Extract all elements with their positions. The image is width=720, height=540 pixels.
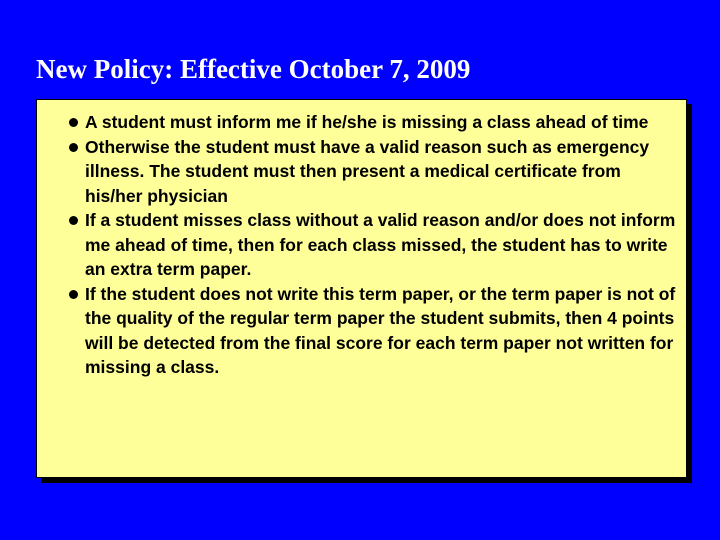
policy-bullet-text: Otherwise the student must have a valid reason such as emergency illness. The student must then present a medical certificate from his/her physician <box>85 136 650 206</box>
bullet-icon <box>69 143 78 152</box>
policy-bullet-text: If the student does not write this term paper, or the term paper is not of the quality of the regular term paper the student submits, then 4 points will be detected from the final score for each term paper not written for missing a class. <box>85 283 676 377</box>
slide-title: New Policy: Effective October 7, 2009 <box>36 54 471 84</box>
policy-bullet-item <box>85 208 681 282</box>
policy-bullet-item <box>85 110 681 135</box>
policy-bullet-text: If a student misses class without a valid reason and/or does not inform me ahead of time, then for each class missed, the student has to write an extra term paper. <box>85 210 676 279</box>
bullet-icon <box>69 118 78 127</box>
bullet-icon <box>69 290 78 299</box>
policy-bullet-text: A student must inform me if he/she is missing a class ahead of time <box>85 112 649 132</box>
bullet-icon <box>69 216 78 225</box>
policy-bullet-item <box>85 135 681 209</box>
policy-text-box <box>36 99 687 478</box>
policy-bullet-list <box>85 110 681 380</box>
policy-bullet-item <box>85 282 681 380</box>
